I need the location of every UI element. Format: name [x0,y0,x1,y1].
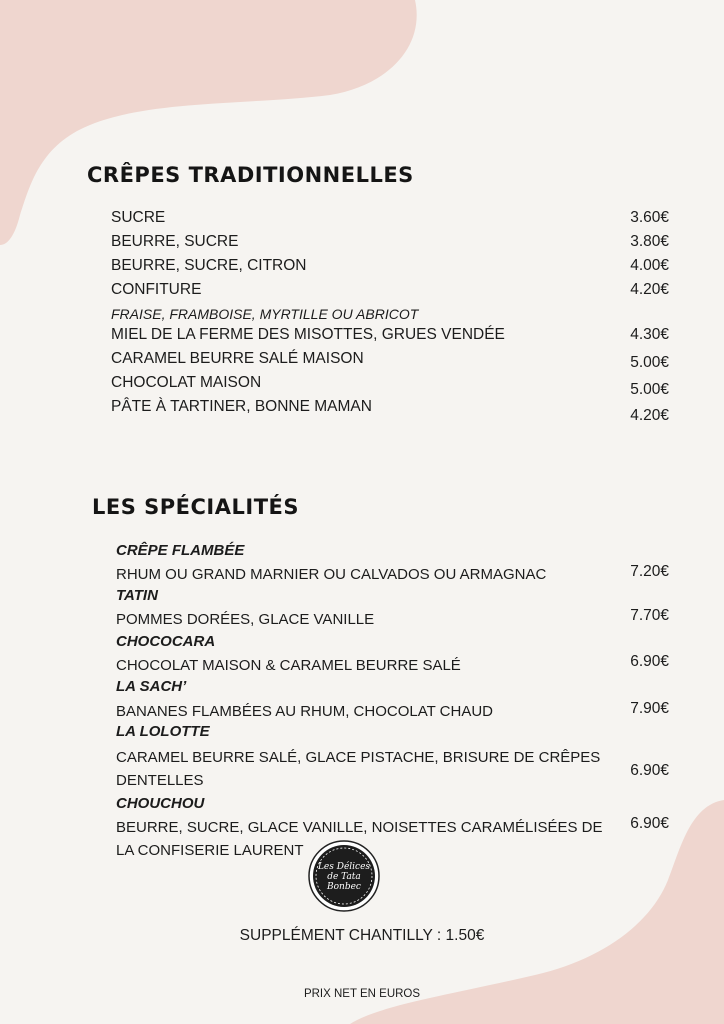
supplement-text: SUPPLÉMENT CHANTILLY : 1.50€ [239,927,485,944]
specialty-price: 7.20€ [630,563,669,580]
menu-item-label: CARAMEL BEURRE SALÉ MAISON [111,350,364,367]
specialty-description: POMMES DORÉES, GLACE VANILLE [116,611,375,628]
specialty-description-line2: DENTELLES [116,772,204,789]
specialty-name: CHOCOCARA [116,633,216,650]
specialty-description-line1: CARAMEL BEURRE SALÉ, GLACE PISTACHE, BRISURE DE CRÊPES [116,749,601,766]
section-title-specialites: LES SPÉCIALITÉS [92,495,299,519]
specialty-description-line1: BEURRE, SUCRE, GLACE VANILLE, NOISETTES CARAMÉLISÉES DE [116,819,603,836]
specialty-price: 6.90€ [630,815,669,832]
specialty-description: CHOCOLAT MAISON & CARAMEL BEURRE SALÉ [116,657,461,674]
menu-item-label: BEURRE, SUCRE, CITRON [111,257,307,274]
specialty-price: 7.70€ [630,607,669,624]
specialty-description-line2: LA CONFISERIE LAURENT [116,842,304,859]
specialty-name: CRÊPE FLAMBÉE [116,542,245,559]
logo-line: Les Délices [317,862,371,872]
menu-item-label: PÂTE À TARTINER, BONNE MAMAN [111,398,372,415]
section-title-traditional: CRÊPES TRADITIONNELLES [87,163,414,187]
menu-item-price: 4.20€ [630,281,669,298]
menu-item-price: 3.60€ [630,209,669,226]
menu-item-note: FRAISE, FRAMBOISE, MYRTILLE OU ABRICOT [111,306,419,322]
brand-logo [308,840,380,912]
menu-item-price: 4.00€ [630,257,669,274]
specialty-name: CHOUCHOU [116,795,205,812]
specialty-description: RHUM OU GRAND MARNIER OU CALVADOS OU ARMAGNAC [116,566,547,583]
logo-line: de Tata [327,872,361,882]
top-left-blob [0,0,417,245]
menu-item-label: CHOCOLAT MAISON [111,374,262,391]
logo-line: Bonbec [327,882,361,892]
logo-text [308,862,380,892]
specialty-price: 7.90€ [630,700,669,717]
specialty-name: LA LOLOTTE [116,723,210,740]
menu-item-price: 4.20€ [630,407,669,424]
specialty-description: BANANES FLAMBÉES AU RHUM, CHOCOLAT CHAUD [116,703,494,720]
menu-item-price: 5.00€ [630,381,669,398]
menu-item-label: MIEL DE LA FERME DES MISOTTES, GRUES VENDÉE [111,326,505,343]
menu-item-label: BEURRE, SUCRE [111,233,239,250]
specialty-price: 6.90€ [630,762,669,779]
menu-item-price: 3.80€ [630,233,669,250]
specialty-price: 6.90€ [630,653,669,670]
menu-item-label: CONFITURE [111,281,202,298]
menu-item-price: 4.30€ [630,326,669,343]
footer-note: PRIX NET EN EUROS [303,988,421,1000]
menu-item-label: SUCRE [111,209,166,226]
specialty-name: LA SACH’ [116,678,187,695]
menu-item-price: 5.00€ [630,354,669,371]
specialty-name: TATIN [116,587,158,604]
